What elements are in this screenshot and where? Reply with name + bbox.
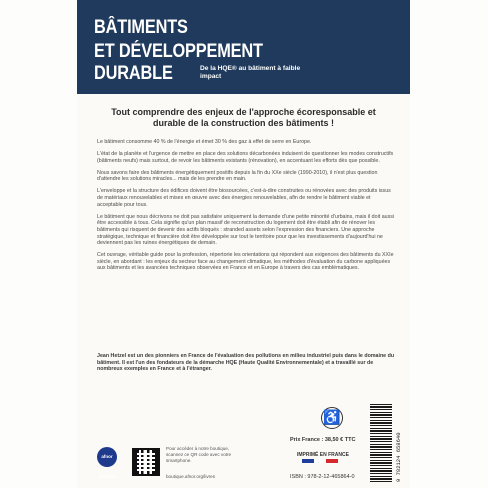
- publisher-logo: afnor éditions: [97, 447, 117, 467]
- flag-stripe-red: [326, 459, 338, 463]
- paragraph: L'état de la planète et l'urgence de mettre en place des solutions décarbonées induisent de questionner les modes constructifs (bâtiments neufs) mais surtout, de revoir les bâtiments existants (rénovation), en accentuant les efforts dès que possible.: [97, 151, 394, 164]
- description-text: [97, 139, 396, 278]
- flag-stripe-blue: [302, 459, 314, 463]
- paragraph: Nous savons faire des bâtiments énergétiquement positifs depuis la fin du XXe siècle (1990-2010), il n'est plus question d'attendre les solutions miracles... mais de les prendre en main.: [97, 169, 378, 183]
- qr-code-pattern: [137, 453, 155, 471]
- subtitle: De la HQE® au bâtiment à faible impact: [200, 65, 301, 80]
- title-line-3: DURABLE: [94, 63, 173, 84]
- barcode: [370, 402, 392, 482]
- flag-stripe-white: [314, 459, 326, 463]
- price: Prix France : 38,50 € TTC: [290, 437, 356, 443]
- qr-caption: Pour accéder à notre boutique, scannez ce QR code avec votre smartphone.: [166, 446, 232, 463]
- author-bio: Jean Hetzel est un des pionniers en France de l'évaluation des pollutions en milieu industriel puis dans le domaine du bâtiment. Il est l'un des fondateurs de la démarche HQE (Haute Qualité Environnementale) et a travaillé sur de nombreux exemples en France et à l'étranger.: [97, 353, 395, 373]
- paragraph: Le bâtiment que nous décrivons ne doit pas satisfaire uniquement la demande d'une petite minorité d'urbains, mais il doit aussi être accessible à tous. Cela signifie qu'un plan massif de reconstruction du logement doit être établi afin de rénover les bâtiments qui risquent de devenir des actifs bloqués : stranded assets selon l'expression des financiers. Une approche stratégique, technique et financière doit être développée sur tout le territoire pour que les investissements d'aujourd'hui ne deviennent pas les ruines énergétiques de demain.: [97, 213, 395, 247]
- barcode-number: 9 782124 658640: [395, 432, 402, 482]
- accessibility-icon: ♿: [321, 407, 343, 429]
- title-line-1: BÂTIMENTS: [94, 17, 188, 38]
- paragraph: Le bâtiment consomme 40 % de l'énergie et émet 30 % des gaz à effet de serre en Europe.: [97, 139, 312, 145]
- french-flag-icon: [302, 459, 338, 463]
- intro-heading: Tout comprendre des enjeux de l'approche écoresponsable et durable de la construction des bâtiments !: [111, 107, 376, 128]
- book-back-cover: [77, 0, 410, 488]
- qr-url: boutique.afnor.org/livres: [166, 474, 216, 479]
- title-line-2: ET DÉVELOPPEMENT: [94, 41, 263, 62]
- printed-in-label: IMPRIMÉ EN FRANCE: [297, 452, 349, 458]
- qr-code[interactable]: [132, 448, 160, 476]
- paragraph: Cet ouvrage, véritable guide pour la profession, répertorie les orientations qui répondent aux exigences des bâtiments du XXIe siècle, en abordant : les enjeux du secteur face au changement climatique, les méthodes d'évaluation du carbone appliquées aux bâtiments et les avancées techniques observées en France et en Europe à travers des cas emblématiques.: [97, 252, 394, 272]
- paragraph: L'enveloppe et la structure des édifices doivent être biosourcées, c'est-à-dire construites ou rénovées avec des produits issus de matériaux renouvelables et mises en œuvre avec des énergies renouvelables, afin de rendre le bâtiment viable et acceptable pour tous.: [97, 188, 391, 208]
- isbn: ISBN : 978-2-12-465864-0: [290, 474, 355, 480]
- cover-header: [77, 0, 410, 94]
